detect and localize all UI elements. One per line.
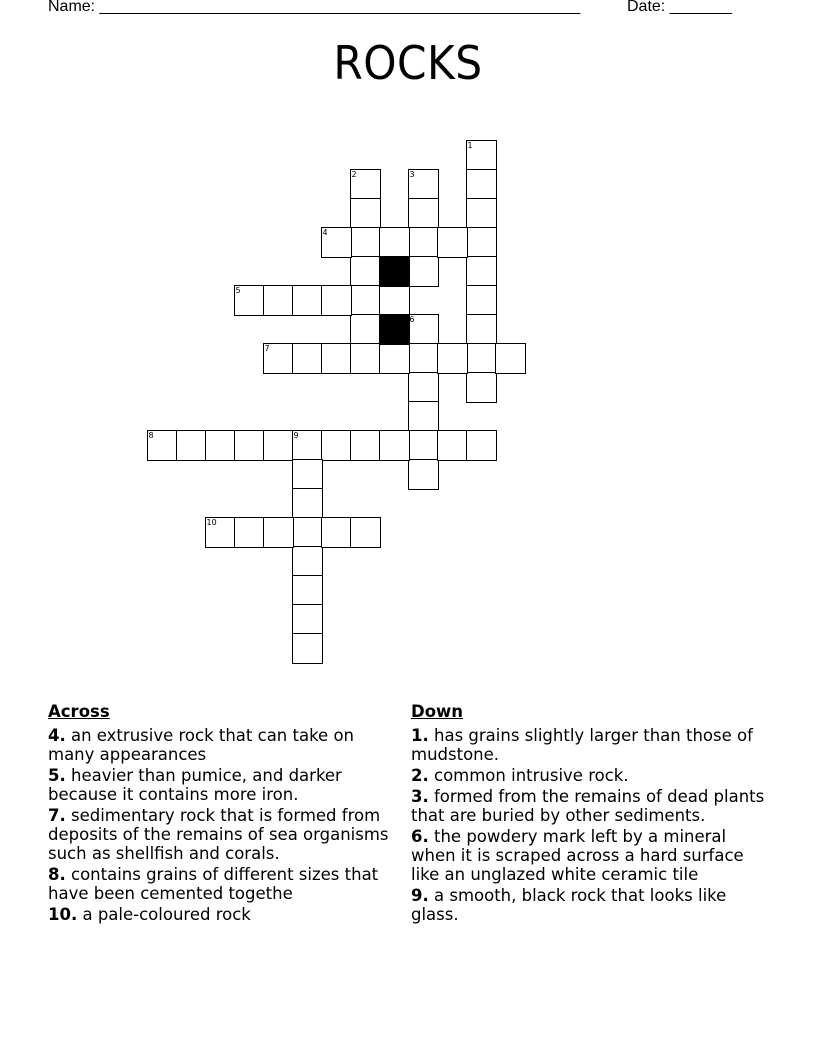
crossword-cell[interactable] [350, 256, 381, 287]
clue-text: sedimentary rock that is formed from deposits of the remains of sea organisms such as shellfish and corals. [48, 806, 389, 863]
crossword-cell[interactable] [379, 343, 410, 374]
crossword-cell[interactable] [292, 459, 323, 490]
crossword-cell[interactable] [379, 285, 410, 316]
crossword-cell[interactable] [495, 343, 526, 374]
crossword-cell[interactable] [292, 546, 323, 577]
cell-number: 7 [264, 343, 270, 353]
cell-number: 6 [409, 314, 415, 324]
crossword-cell[interactable] [437, 430, 468, 461]
down-clue [411, 787, 771, 825]
cell-number: 3 [409, 169, 415, 179]
crossword-cell[interactable] [350, 198, 381, 229]
crossword-cell[interactable] [292, 575, 323, 606]
clue-number: 1. [411, 726, 429, 745]
crossword-cell[interactable] [292, 285, 323, 316]
clue-number: 5. [48, 766, 66, 785]
clue-number: 2. [411, 766, 429, 785]
crossword-cell[interactable] [466, 198, 497, 229]
crossword-cell[interactable] [176, 430, 207, 461]
crossword-cell[interactable] [234, 430, 265, 461]
crossword-cell[interactable] [263, 430, 294, 461]
down-clue [411, 726, 771, 764]
cell-number: 10 [206, 517, 217, 527]
clue-number: 6. [411, 827, 429, 846]
crossword-cell[interactable] [466, 430, 497, 461]
crossword-cell[interactable] [147, 430, 178, 461]
across-clue [48, 905, 393, 924]
crossword-cell[interactable] [350, 169, 381, 200]
crossword-cell[interactable] [263, 517, 294, 548]
cell-number: 9 [293, 430, 299, 440]
clue-text: a smooth, black rock that looks like glass. [411, 886, 727, 924]
crossword-cell[interactable] [466, 314, 497, 345]
across-clue [48, 726, 393, 764]
down-heading: Down [411, 702, 464, 721]
crossword-cell[interactable] [408, 459, 439, 490]
crossword-cell[interactable] [234, 517, 265, 548]
crossword-cell[interactable] [408, 314, 439, 345]
crossword-cell[interactable] [408, 401, 439, 432]
down-clue [411, 886, 771, 924]
crossword-cell[interactable] [292, 488, 323, 519]
crossword-cell[interactable] [466, 285, 497, 316]
crossword-cell[interactable] [234, 285, 265, 316]
crossword-cell[interactable] [321, 517, 352, 548]
across-heading: Across [48, 702, 110, 721]
crossword-cell[interactable] [466, 140, 497, 171]
clue-number: 7. [48, 806, 66, 825]
crossword-cell[interactable] [350, 517, 381, 548]
clue-text: formed from the remains of dead plants that are buried by other sediments. [411, 787, 765, 825]
crossword-cell[interactable] [263, 343, 294, 374]
crossword-cell[interactable] [379, 430, 410, 461]
crossword-cell[interactable] [408, 198, 439, 229]
crossword-cell[interactable] [408, 169, 439, 200]
clue-text: heavier than pumice, and darker because it contains more iron. [48, 766, 342, 804]
crossword-black-cell [379, 256, 410, 287]
cell-number: 2 [351, 169, 357, 179]
crossword-cell[interactable] [263, 285, 294, 316]
crossword-cell[interactable] [466, 343, 497, 374]
crossword-cell[interactable] [379, 227, 410, 258]
crossword-cell[interactable] [466, 227, 497, 258]
crossword-cell[interactable] [292, 604, 323, 635]
across-clue [48, 865, 393, 903]
crossword-cell[interactable] [292, 517, 323, 548]
crossword-cell[interactable] [408, 256, 439, 287]
crossword-cell[interactable] [408, 430, 439, 461]
page-title: ROCKS [333, 36, 483, 90]
clue-text: has grains slightly larger than those of mudstone. [411, 726, 753, 764]
clue-text: the powdery mark left by a mineral when it is scraped across a hard surface like an unglazed white ceramic tile [411, 827, 744, 884]
crossword-cell[interactable] [292, 343, 323, 374]
cell-number: 8 [148, 430, 154, 440]
down-clue [411, 766, 771, 785]
crossword-cell[interactable] [350, 314, 381, 345]
crossword-cell[interactable] [408, 343, 439, 374]
crossword-cell[interactable] [466, 256, 497, 287]
date-field-label: Date: _______ [627, 0, 732, 15]
crossword-cell[interactable] [408, 227, 439, 258]
across-clue-list [48, 726, 393, 926]
clue-number: 10. [48, 905, 78, 924]
down-clue-list [411, 726, 771, 926]
crossword-cell[interactable] [321, 343, 352, 374]
across-clue [48, 766, 393, 804]
crossword-cell[interactable] [292, 430, 323, 461]
crossword-cell[interactable] [466, 169, 497, 200]
crossword-cell[interactable] [205, 517, 236, 548]
clue-text: contains grains of different sizes that have been cemented togethe [48, 865, 379, 903]
crossword-cell[interactable] [350, 227, 381, 258]
crossword-cell[interactable] [350, 285, 381, 316]
crossword-cell[interactable] [321, 430, 352, 461]
clue-number: 3. [411, 787, 429, 806]
crossword-cell[interactable] [437, 343, 468, 374]
down-clue [411, 827, 771, 884]
crossword-cell[interactable] [437, 227, 468, 258]
clue-number: 9. [411, 886, 429, 905]
across-clue [48, 806, 393, 863]
clue-number: 8. [48, 865, 66, 884]
cell-number: 5 [235, 285, 241, 295]
crossword-cell[interactable] [321, 285, 352, 316]
clue-text: a pale-coloured rock [77, 905, 251, 924]
crossword-cell[interactable] [292, 633, 323, 664]
clue-number: 4. [48, 726, 66, 745]
cell-number: 4 [322, 227, 328, 237]
name-field-label: Name: ______________________________________________________ [48, 0, 581, 15]
crossword-black-cell [379, 314, 410, 345]
crossword-cell[interactable] [321, 227, 352, 258]
crossword-cell[interactable] [205, 430, 236, 461]
clue-text: common intrusive rock. [428, 766, 629, 785]
clue-text: an extrusive rock that can take on many appearances [48, 726, 355, 764]
crossword-cell[interactable] [466, 372, 497, 403]
crossword-cell[interactable] [350, 430, 381, 461]
cell-number: 1 [467, 140, 473, 150]
crossword-cell[interactable] [350, 343, 381, 374]
crossword-cell[interactable] [408, 372, 439, 403]
